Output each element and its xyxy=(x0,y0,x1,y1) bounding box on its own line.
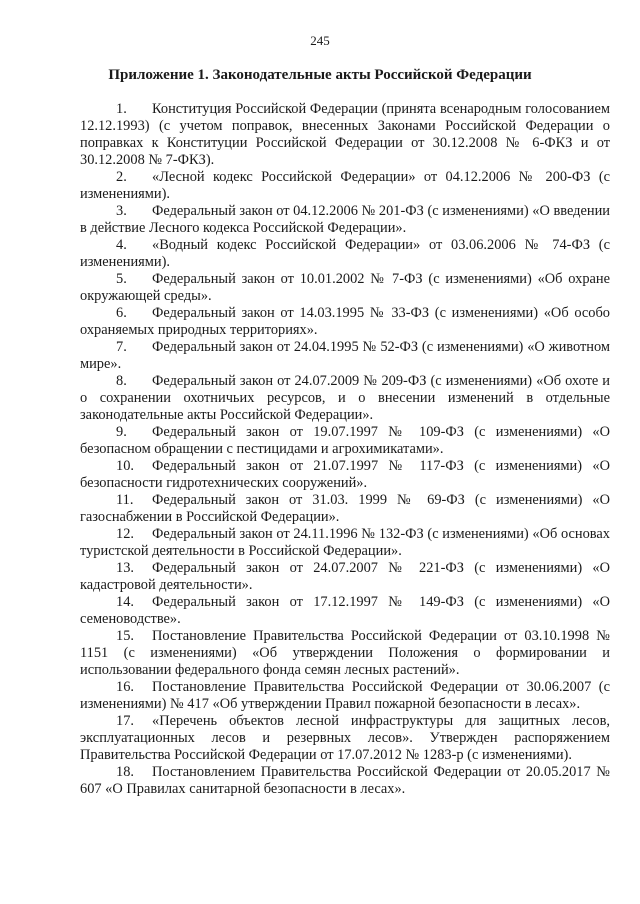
page-number: 245 xyxy=(310,33,330,48)
item-number: 5. xyxy=(116,271,127,287)
item-text: «Водный кодекс Российской Федерации» от 03.06.2006 № 74-ФЗ (с изменениями). xyxy=(80,237,610,270)
list-item xyxy=(80,237,610,271)
item-number: 1. xyxy=(116,101,127,117)
item-text: Конституция Российской Федерации (принята всенародным голосованием 12.12.1993) (с учетом поправок, внесенных Законами Российской Федерации о поправках к Конституции Российской Федерации от 30.12.2008 № 6-ФКЗ и от 30.12.2008 № 7-ФКЗ). xyxy=(80,101,610,168)
item-text: «Перечень объектов лесной инфраструктуры для защитных лесов, эксплуатационных лесов и резервных лесов». Утвержден распоряжением Правительства Российской Федерации от 17.07.2012 № 1283-р (с изменениями). xyxy=(80,713,610,763)
list-item xyxy=(80,271,610,305)
item-number: 12. xyxy=(116,526,134,542)
item-text: Постановлением Правительства Российской Федерации от 20.05.2017 № 607 «О Правилах санитарной безопасности в лесах». xyxy=(80,764,610,797)
list-item xyxy=(80,492,610,526)
list-item xyxy=(80,560,610,594)
legislation-list xyxy=(80,101,610,798)
list-item xyxy=(80,594,610,628)
item-text: Федеральный закон от 21.07.1997 № 117-ФЗ (с изменениями) «О безопасности гидротехнических сооружений». xyxy=(80,458,610,491)
item-text: Постановление Правительства Российской Федерации от 30.06.2007 (с изменениями) № 417 «Об утверждении Правил пожарной безопасности в лесах». xyxy=(80,679,610,712)
list-item xyxy=(80,169,610,203)
item-number: 7. xyxy=(116,339,127,355)
list-item xyxy=(80,458,610,492)
item-text: Федеральный закон от 14.03.1995 № 33-ФЗ (с изменениями) «Об особо охраняемых природных территориях». xyxy=(80,305,610,338)
item-text: Федеральный закон от 04.12.2006 № 201-ФЗ (с изменениями) «О введении в действие Лесного кодекса Российской Федерации». xyxy=(80,203,610,236)
item-text: Федеральный закон от 19.07.1997 № 109-ФЗ (с изменениями) «О безопасном обращении с пестицидами и агрохимикатами». xyxy=(80,424,610,457)
list-item xyxy=(80,424,610,458)
item-text: Федеральный закон от 24.11.1996 № 132-ФЗ (с изменениями) «Об основах туристской деятельности в Российской Федерации». xyxy=(80,526,610,559)
list-item xyxy=(80,526,610,560)
item-number: 15. xyxy=(116,628,134,644)
item-number: 14. xyxy=(116,594,134,610)
item-text: Федеральный закон от 24.04.1995 № 52-ФЗ (с изменениями) «О животном мире». xyxy=(80,339,610,372)
list-item xyxy=(80,679,610,713)
item-number: 11. xyxy=(116,492,134,508)
item-text: Федеральный закон от 10.01.2002 № 7-ФЗ (с изменениями) «Об охране окружающей среды». xyxy=(80,271,610,304)
item-number: 17. xyxy=(116,713,134,729)
list-item xyxy=(80,305,610,339)
list-item xyxy=(80,628,610,679)
item-text: Федеральный закон от 17.12.1997 № 149-ФЗ (с изменениями) «О семеноводстве». xyxy=(80,594,610,627)
item-text: Федеральный закон от 31.03. 1999 № 69-ФЗ (с изменениями) «О газоснабжении в Российской Федерации». xyxy=(80,492,610,525)
item-number: 16. xyxy=(116,679,134,695)
item-text: «Лесной кодекс Российской Федерации» от 04.12.2006 № 200-ФЗ (с изменениями). xyxy=(80,169,610,202)
item-number: 13. xyxy=(116,560,134,576)
item-number: 3. xyxy=(116,203,127,219)
item-text: Постановление Правительства Российской Федерации от 03.10.1998 № 1151 (с изменениями) «Об утверждении Положения о формировании и использовании федерального фонда семян лесных растений». xyxy=(80,628,610,678)
page-title: Приложение 1. Законодательные акты Российской Федерации xyxy=(108,67,532,83)
item-number: 6. xyxy=(116,305,127,321)
list-item xyxy=(80,339,610,373)
list-item xyxy=(80,203,610,237)
item-number: 10. xyxy=(116,458,134,474)
item-number: 9. xyxy=(116,424,127,440)
item-text: Федеральный закон от 24.07.2007 № 221-ФЗ (с изменениями) «О кадастровой деятельности». xyxy=(80,560,610,593)
item-number: 18. xyxy=(116,764,134,780)
list-item xyxy=(80,101,610,169)
item-number: 4. xyxy=(116,237,127,253)
list-item xyxy=(80,713,610,764)
list-item xyxy=(80,373,610,424)
item-text: Федеральный закон от 24.07.2009 № 209-ФЗ (с изменениями) «Об охоте и о сохранении охотничьих ресурсов, и о внесении изменений в отдельные законодательные акты Российской Федерации». xyxy=(80,373,610,423)
list-item xyxy=(80,764,610,798)
item-number: 8. xyxy=(116,373,127,389)
item-number: 2. xyxy=(116,169,127,185)
